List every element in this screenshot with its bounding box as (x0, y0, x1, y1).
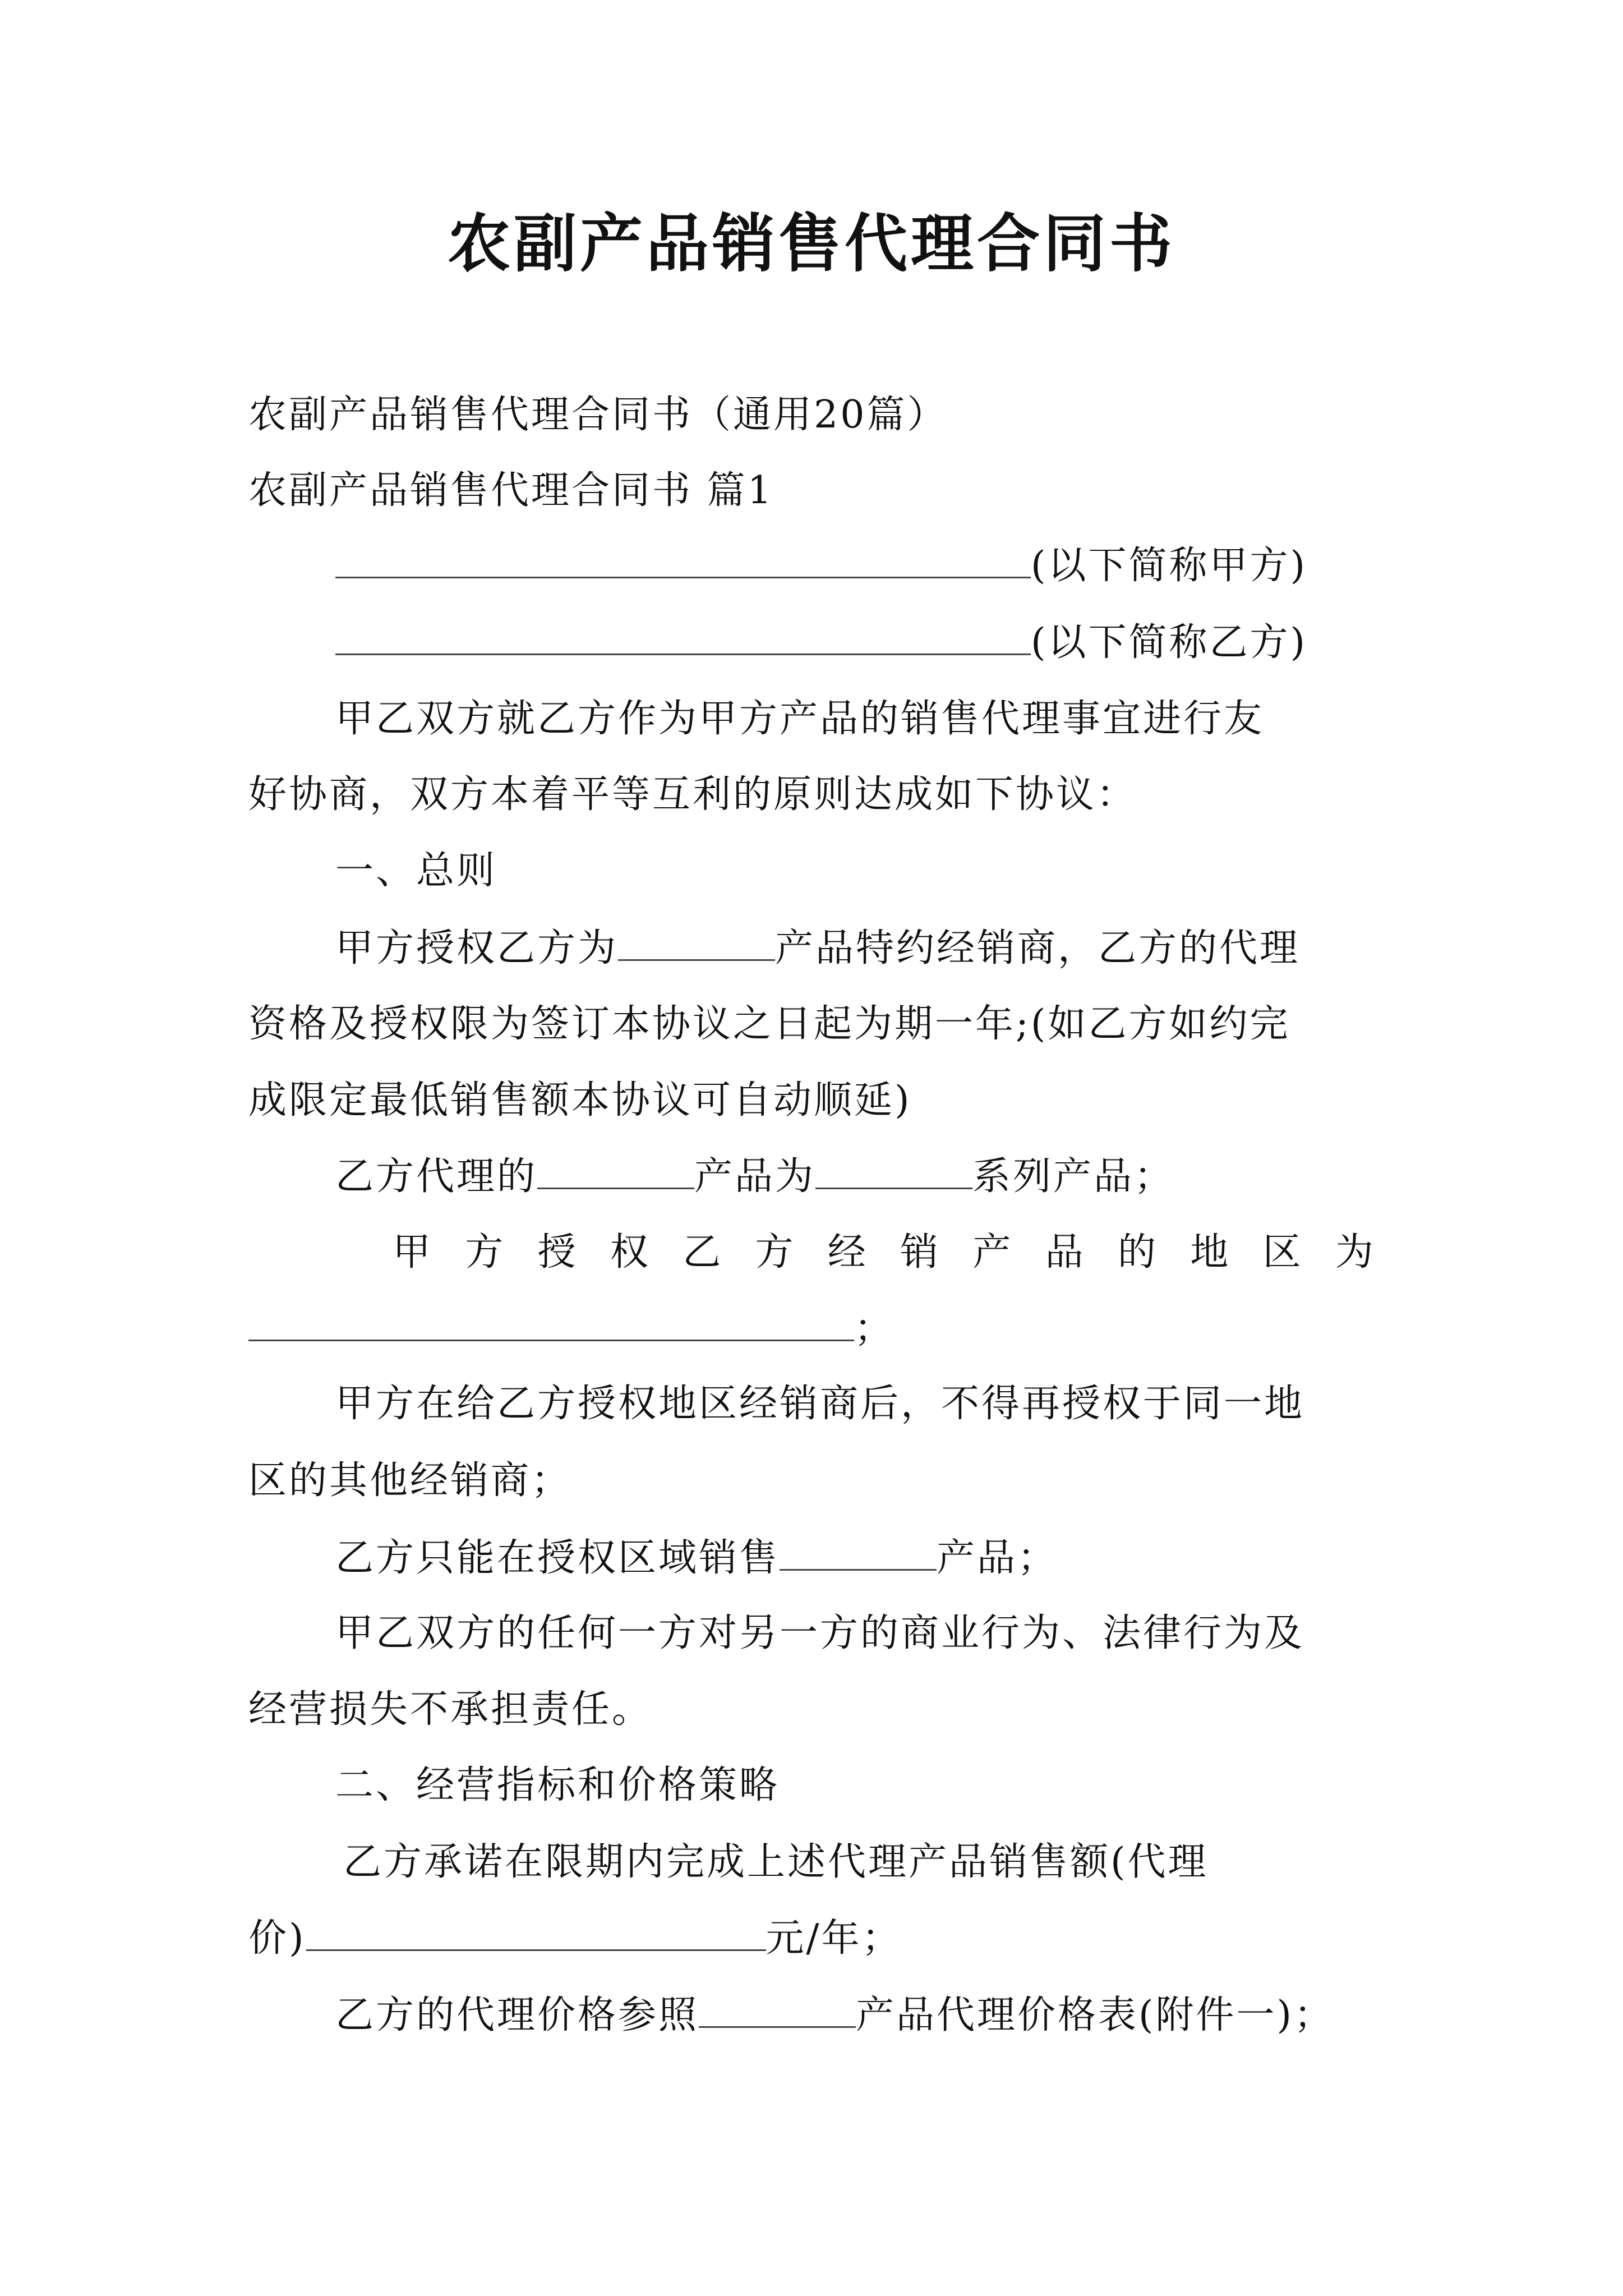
intro-line-1: 甲乙双方就乙方作为甲方产品的销售代理事宜进行友 (335, 697, 1265, 741)
p3-line-2 (248, 1300, 1376, 1357)
p1-text-b: 产品特约经销商，乙方的代理 (775, 926, 1301, 970)
p5-text-a: 乙方只能在授权区域销售 (335, 1536, 780, 1580)
p3-char: 经 (827, 1230, 868, 1274)
series-blank (815, 1148, 972, 1189)
p3-char: 销 (900, 1230, 941, 1274)
p5-line (335, 1530, 1463, 1586)
p3-char: 乙 (683, 1230, 723, 1274)
p3-char: 的 (1117, 1230, 1158, 1274)
p6-line-1: 甲乙双方的任何一方对另一方的商业行为、法律行为及 (335, 1611, 1305, 1655)
p3-char: 品 (1045, 1230, 1086, 1274)
party-a-label: (以下简称甲方) (1031, 544, 1308, 588)
product-blank-2 (537, 1148, 694, 1189)
party-b-blank (335, 614, 1031, 655)
p8-text-b: 产品代理价格表(附件一)； (856, 1993, 1335, 2037)
section-2-heading: 二、经营指标和价格策略 (335, 1763, 780, 1807)
p5-text-b: 产品； (937, 1536, 1058, 1580)
product-blank-3 (780, 1530, 937, 1571)
product-blank-1 (618, 920, 775, 961)
p2-line (335, 1148, 1463, 1205)
p3-char: 产 (972, 1230, 1013, 1274)
p8-text-a: 乙方的代理价格参照 (335, 1993, 699, 2037)
part-heading: 农副产品销售代理合同书 篇1 (248, 468, 774, 513)
p2-text-b: 产品为 (694, 1154, 816, 1199)
p7-line-1: 乙方承诺在限期内完成上述代理产品销售额(代理 (343, 1840, 1209, 1884)
p3-char: 区 (1262, 1230, 1303, 1274)
document-title: 农副产品销售代理合同书 (448, 208, 1175, 280)
p3-char: 甲 (393, 1230, 434, 1274)
p2-text-c: 系列产品； (972, 1154, 1175, 1199)
p1-line-2: 资格及授权限为签订本协议之日起为期一年;(如乙方如约完 (248, 1002, 1290, 1046)
p3-char: 为 (1335, 1230, 1376, 1274)
p3-char: 授 (537, 1230, 578, 1274)
region-blank (248, 1300, 854, 1341)
p4-line-1: 甲方在给乙方授权地区经销商后，不得再授权于同一地 (335, 1382, 1305, 1426)
intro-line-2: 好协商，双方本着平等互利的原则达成如下协议： (248, 772, 1137, 817)
sales-amount-blank (306, 1910, 766, 1951)
p4-line-2: 区的其他经销商； (248, 1458, 572, 1503)
p7-line-2 (248, 1910, 1376, 1967)
party-a-line (335, 537, 1463, 594)
p1-line-3: 成限定最低销售额本协议可自动顺延) (248, 1078, 912, 1122)
p3-end: ； (854, 1306, 895, 1351)
document-subtitle: 农副产品销售代理合同书（通用20篇） (248, 393, 948, 437)
party-a-blank (335, 537, 1031, 578)
section-1-heading: 一、总则 (335, 849, 497, 893)
p3-char: 方 (755, 1230, 796, 1274)
product-blank-4 (699, 1987, 856, 2028)
p8-line (335, 1987, 1463, 2044)
p3-line-1 (393, 1225, 1376, 1281)
party-b-label: (以下简称乙方) (1031, 620, 1308, 665)
p3-char: 地 (1190, 1230, 1231, 1274)
p3-char: 方 (465, 1230, 506, 1274)
p7-text-a: 价) (248, 1916, 306, 1961)
p2-text-a: 乙方代理的 (335, 1154, 538, 1199)
p1-text-a: 甲方授权乙方为 (335, 926, 619, 970)
p6-line-2: 经营损失不承担责任。 (248, 1687, 653, 1732)
p7-text-b: 元/年； (766, 1916, 902, 1961)
p3-char: 权 (610, 1230, 651, 1274)
p1-line-1 (335, 920, 1463, 977)
party-b-line (335, 614, 1463, 671)
